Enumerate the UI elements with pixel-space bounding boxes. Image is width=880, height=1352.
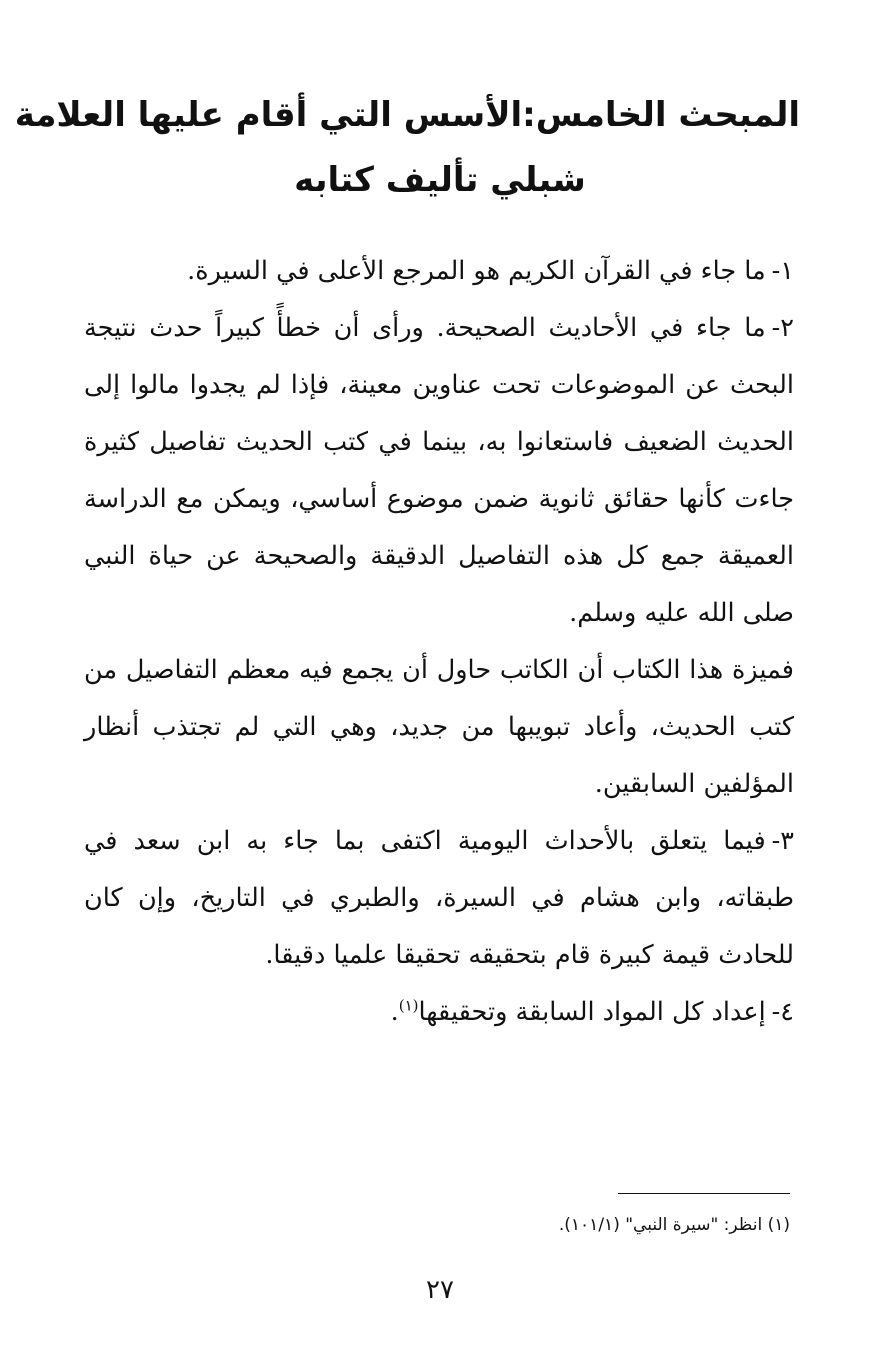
point-4	[84, 984, 794, 1041]
point-text: فيما يتعلق بالأحداث اليومية اكتفى بما جاء به ابن سعد في طبقاته، وابن هشام في السيرة، والطبري في التاريخ، وإن كان للحادث قيمة كبيرة قام بتحقيقه تحقيقا علميا دقيقا.	[84, 826, 794, 970]
point-1	[84, 243, 794, 300]
point-text: ما جاء في القرآن الكريم هو المرجع الأعلى في السيرة.	[187, 256, 766, 286]
paragraph-book-feature	[84, 642, 794, 813]
paragraph-text: فميزة هذا الكتاب أن الكاتب حاول أن يجمع فيه معظم التفاصيل من كتب الحديث، وأعاد تبويبها من جديد، وهي التي لم تجتذب أنظار المؤلفين السابقين.	[84, 655, 794, 799]
point-text: إعداد كل المواد السابقة وتحقيقها	[418, 997, 766, 1027]
point-3	[84, 813, 794, 984]
point-end: .	[390, 997, 399, 1027]
footnote: (١) انظر: "سيرة النبي" (١٠١/١).	[558, 1215, 790, 1235]
point-2	[84, 300, 794, 642]
point-text: ما جاء في الأحاديث الصحيحة. ورأى أن خطأً كبيراً حدث نتيجة البحث عن الموضوعات تحت عناوين معينة، فإذا لم يجدوا مالوا إلى الحديث الضعيف فاستعانوا به، بينما في كتب الحديث تفاصيل كثيرة جاءت كأنها حقائق ثانوية ضمن موضوع أساسي، ويمكن مع الدراسة العميقة جمع كل هذه التفاصيل الدقيقة والصحيحة عن حياة النبي صلى الله عليه وسلم.	[84, 313, 794, 628]
point-number: ١-	[771, 256, 794, 286]
point-number: ٤-	[771, 997, 794, 1027]
point-number: ٢-	[771, 313, 794, 343]
footnote-divider	[618, 1193, 790, 1194]
section-heading-line-2: شبلي تأليف كتابه	[294, 160, 586, 200]
body-text	[84, 243, 794, 1041]
point-number: ٣-	[771, 826, 794, 856]
section-heading-line-1: المبحث الخامس:الأسس التي أقام عليها العلامة	[14, 95, 800, 135]
footnote-reference[interactable]: (١)	[398, 996, 419, 1015]
page-number: ٢٧	[426, 1275, 454, 1305]
